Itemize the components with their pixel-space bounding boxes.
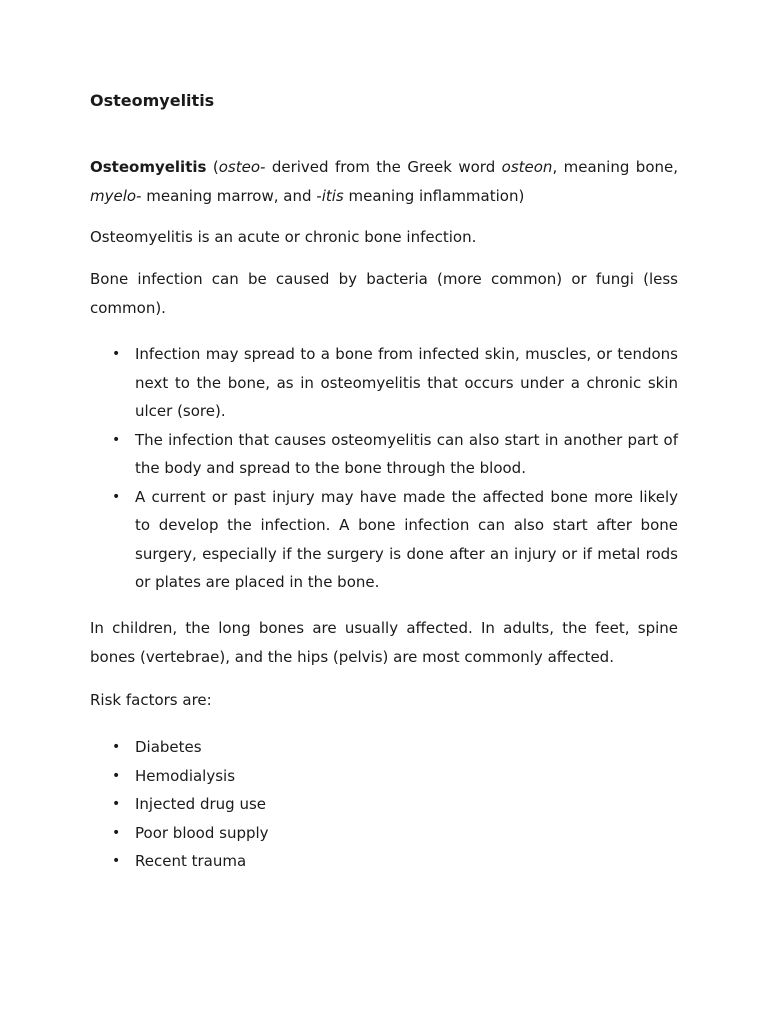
definition-prefix-myelo: myelo-: [90, 186, 142, 205]
definition-suffix-itis: -itis: [316, 186, 344, 205]
list-item: • Poor blood supply: [135, 819, 678, 848]
definition-text: , meaning bone,: [552, 158, 678, 176]
cause-paragraph: Bone infection can be caused by bacteria (more common) or fungi (less common).: [90, 270, 678, 317]
definition-prefix-osteo: osteo-: [218, 158, 266, 176]
definition-paragraph: [90, 153, 678, 210]
definition-word-osteon: osteon: [501, 158, 553, 176]
list-item: • Injected drug use: [135, 790, 678, 819]
definition-text: meaning inflammation): [343, 186, 525, 205]
list-item: • Hemodialysis: [135, 762, 678, 791]
spread-bullet-list: [135, 340, 678, 597]
risk-factors-list: [135, 733, 678, 876]
definition-text: (: [206, 158, 219, 176]
list-item: • Infection may spread to a bone from infected skin, muscles, or tendons next to the bone, as in osteomyelitis that occurs under a chronic skin ulcer (sore).: [135, 340, 678, 426]
page-title: Osteomyelitis: [90, 91, 215, 110]
list-item: • Recent trauma: [135, 847, 678, 876]
definition-text: derived from the Greek word: [265, 158, 502, 176]
risk-factors-heading: Risk factors are:: [90, 691, 212, 709]
list-item: • Diabetes: [135, 733, 678, 762]
definition-text: meaning marrow, and: [141, 186, 317, 205]
acute-chronic-paragraph: Osteomyelitis is an acute or chronic bone infection.: [90, 228, 477, 246]
defined-term: Osteomyelitis: [90, 158, 207, 176]
affected-bones-paragraph: In children, the long bones are usually affected. In adults, the feet, spine bones (vertebrae), and the hips (pelvis) are most commonly affected.: [90, 619, 678, 666]
list-item: • The infection that causes osteomyelitis can also start in another part of the body and spread to the bone through the blood.: [135, 426, 678, 483]
list-item: • A current or past injury may have made the affected bone more likely to develop the infection. A bone infection can also start after bone surgery, especially if the surgery is done after an injury or if metal rods or plates are placed in the bone.: [135, 483, 678, 597]
